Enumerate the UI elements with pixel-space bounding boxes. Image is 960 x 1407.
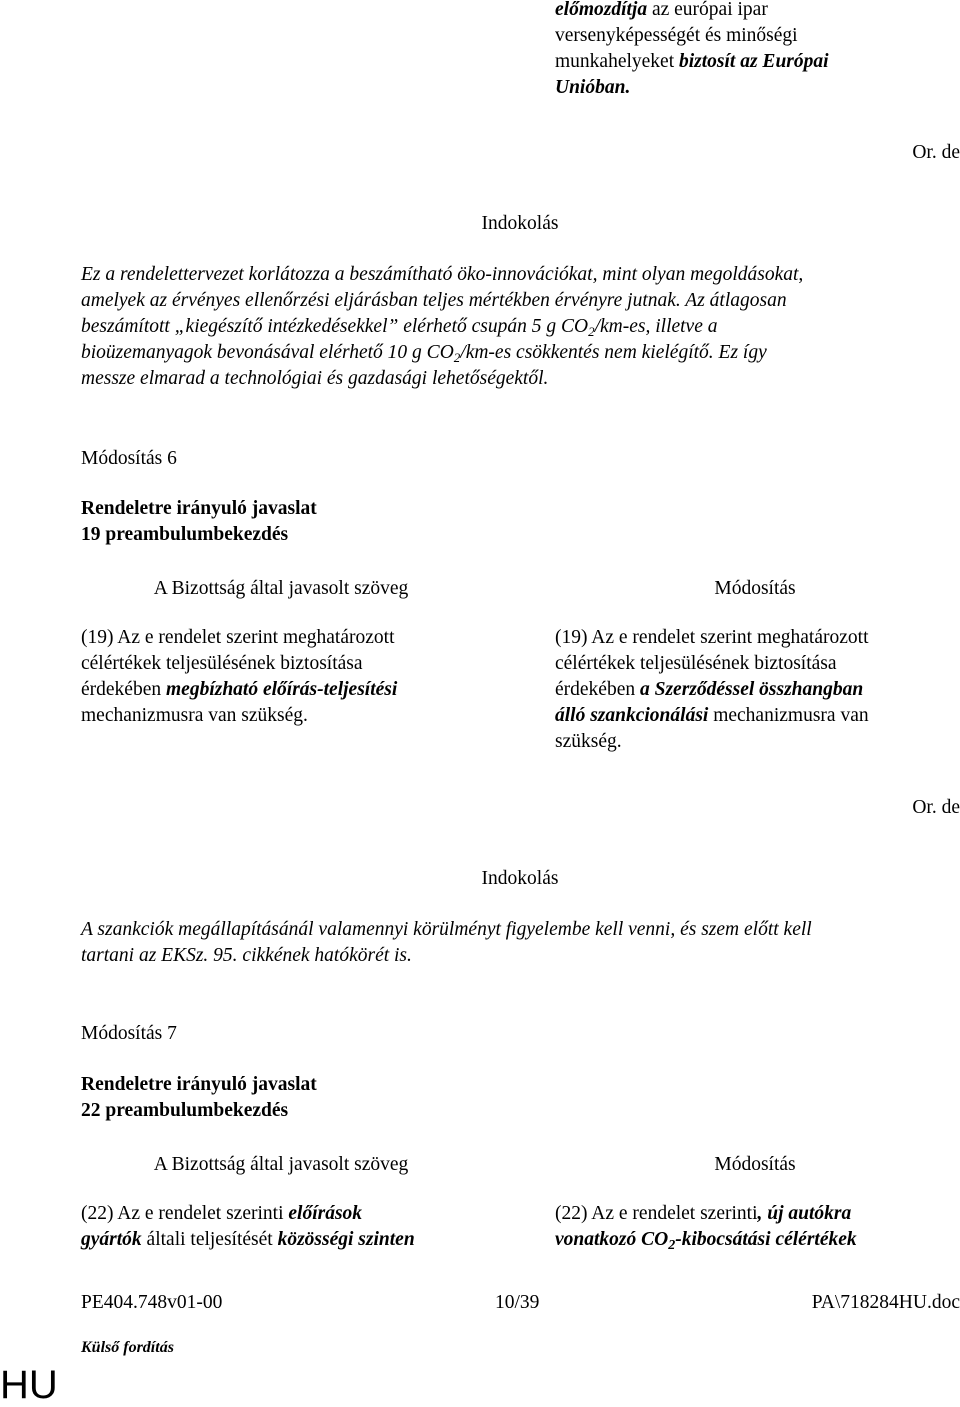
text-line: szükség. — [555, 731, 622, 752]
justification-line: beszámított „kiegészítő intézkedésekkel” elérhető csupán 5 g CO — [81, 316, 589, 337]
text-line: általi teljesítését — [141, 1229, 278, 1250]
subscript: 2 — [668, 1238, 676, 1253]
continuation-bold: biztosít az Európai — [679, 51, 829, 72]
text-bold: a Szerződéssel összhangban — [640, 679, 864, 700]
justification-title: Indokolás — [481, 868, 559, 889]
text-bold: megbízható előírás-teljesítési — [166, 679, 398, 700]
original-language-label: Or. de — [912, 797, 960, 818]
document-reference: PE404.748v01-00 — [81, 1292, 223, 1313]
text-bold: közösségi szinten — [277, 1229, 415, 1250]
justification-line: Ez a rendelettervezet korlátozza a beszámítható öko-innovációkat, mint olyan megoldásokat, — [81, 264, 804, 285]
recital-label: 22 preambulumbekezdés — [81, 1100, 289, 1121]
page-number: 10/39 — [495, 1292, 540, 1313]
continuation-text: munkahelyeket — [555, 51, 679, 72]
justification-text — [81, 262, 960, 392]
text-bold: előírások — [288, 1203, 363, 1224]
text-line: (19) Az e rendelet szerint meghatározott — [555, 627, 869, 648]
proposal-label: Rendeletre irányuló javaslat — [81, 498, 317, 519]
continuation-bold: Unióban. — [555, 77, 631, 98]
recital-label: 19 preambulumbekezdés — [81, 524, 289, 545]
amendment-title: Módosítás 6 — [81, 448, 177, 469]
text-bold: álló szankcionálási — [555, 705, 709, 726]
amendment-title: Módosítás 7 — [81, 1023, 177, 1044]
continuation-line: versenyképességét és minőségi — [555, 25, 798, 46]
amendment-header: Módosítás — [714, 1154, 796, 1175]
text-line: mechanizmusra van szükség. — [81, 705, 308, 726]
justification-text — [81, 917, 960, 969]
text-line: érdekében — [81, 679, 166, 700]
text-bold: gyártók — [81, 1229, 142, 1250]
commission-text-header: A Bizottság által javasolt szöveg — [153, 578, 409, 599]
proposal-label: Rendeletre irányuló javaslat — [81, 1074, 317, 1095]
commission-text — [81, 625, 481, 729]
subscript: 2 — [588, 324, 595, 339]
justification-line: /km-es, illetve a — [594, 316, 718, 337]
justification-line: tartani az EKSz. 95. cikkének hatókörét is. — [81, 945, 412, 966]
continuation-bold: előmozdítja — [555, 0, 648, 20]
amendment-text — [555, 625, 955, 755]
text-line: mechanizmusra van — [708, 705, 869, 726]
text-line: célértékek teljesülésének biztosítása — [555, 653, 837, 674]
amendment-text — [555, 1201, 955, 1253]
justification-title: Indokolás — [481, 213, 559, 234]
file-name: PA\718284HU.doc — [811, 1292, 960, 1313]
amendment-continuation — [555, 0, 955, 101]
continuation-text: az európai ipar — [647, 0, 768, 20]
text-bold: -kibocsátási célértékek — [675, 1229, 857, 1250]
text-bold: , új autókra — [757, 1203, 852, 1224]
justification-line: A szankciók megállapításánál valamennyi körülményt figyelembe kell venni, és szem előtt kell — [81, 919, 812, 940]
text-bold: vonatkozó CO — [555, 1229, 669, 1250]
text-line: célértékek teljesülésének biztosítása — [81, 653, 363, 674]
language-code: HU — [0, 1363, 58, 1407]
justification-line: bioüzemanyagok bevonásával elérhető 10 g CO — [81, 342, 454, 363]
subscript: 2 — [453, 350, 461, 365]
justification-line: Az átlagosan — [680, 290, 787, 311]
commission-text-header: A Bizottság által javasolt szöveg — [153, 1154, 409, 1175]
justification-line: amelyek az érvényes ellenőrzési eljárásban teljes mértékben érvényre jutnak. — [81, 290, 681, 311]
justification-line: Ez így — [713, 342, 767, 363]
original-language-label: Or. de — [912, 142, 960, 163]
text-line: (19) Az e rendelet szerint meghatározott — [81, 627, 395, 648]
justification-line: messze elmarad a technológiai és gazdasági lehetőségektől. — [81, 368, 549, 389]
amendment-header: Módosítás — [714, 578, 796, 599]
text-line: (22) Az e rendelet szerinti — [555, 1203, 758, 1224]
external-translation-label: Külső fordítás — [81, 1339, 174, 1356]
justification-line: /km-es csökkentés nem kielégítő. — [460, 342, 714, 363]
text-line: (22) Az e rendelet szerinti — [81, 1203, 289, 1224]
text-line: érdekében — [555, 679, 640, 700]
commission-text — [81, 1201, 481, 1253]
